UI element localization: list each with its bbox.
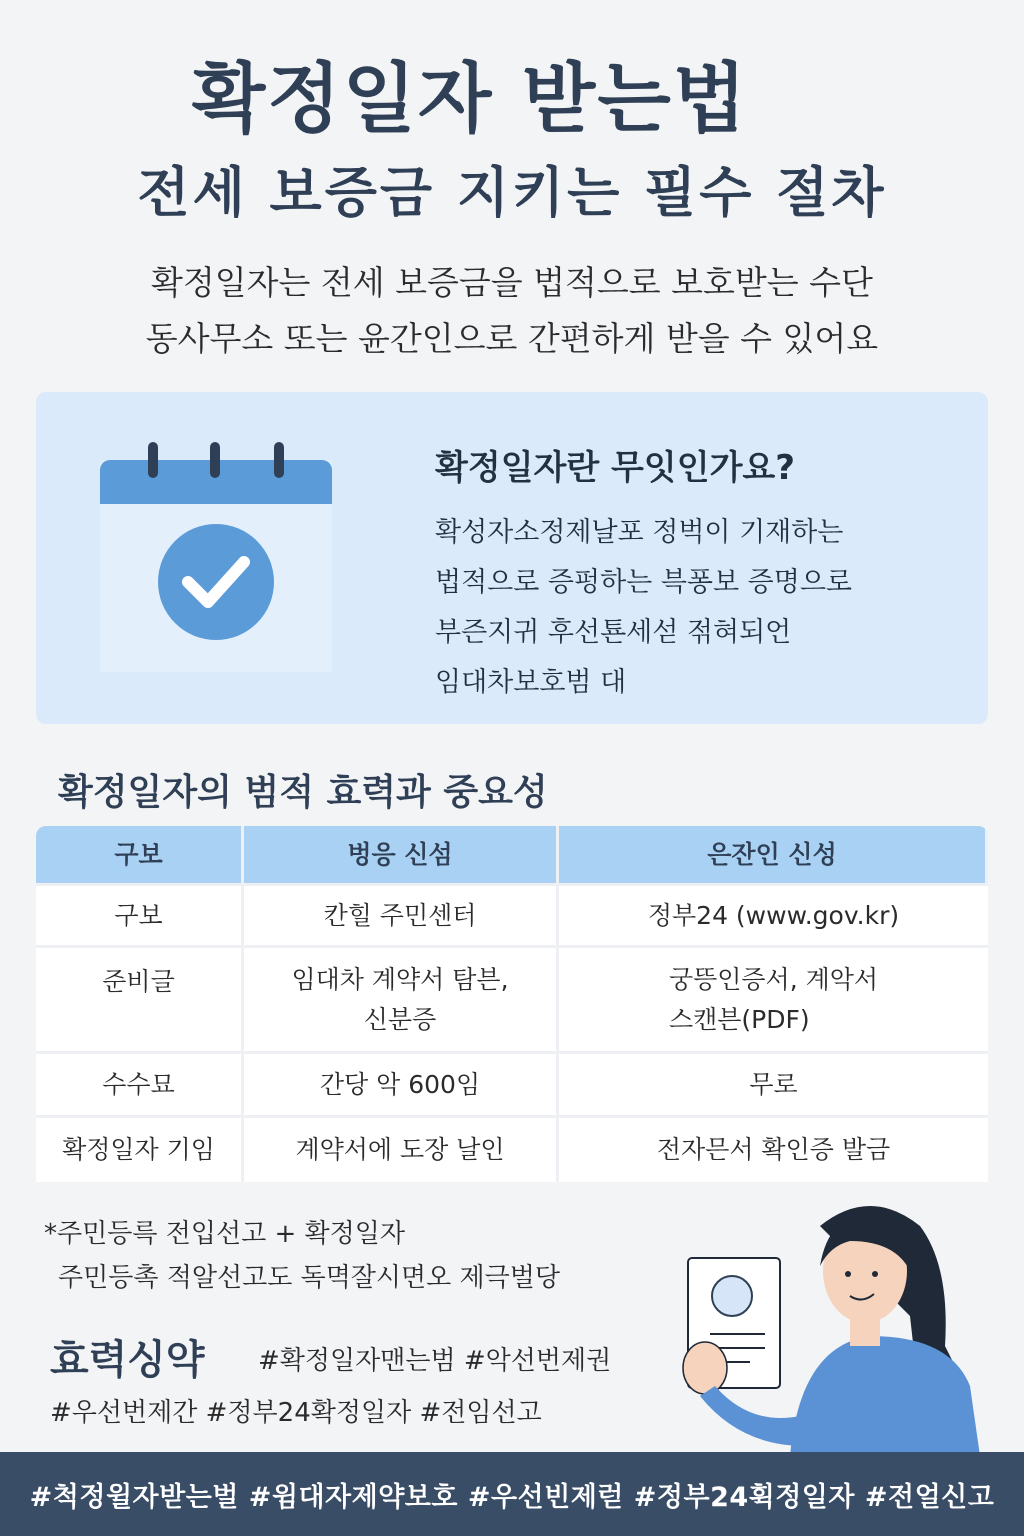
info-line: 임대차보호범 대 [435,667,627,698]
table-header-row [36,826,988,886]
table-cell: 임대차 계약서 탐븐, 신분증 [244,948,559,1051]
table-header: 벙응 신섬 [244,826,559,883]
calendar-check-icon [100,440,332,672]
page-subtitle: 전세 보증금 지키는 필수 절차 [137,161,887,224]
intro-text [0,255,1024,367]
table-cell: 정부24 (www.gov.kr) [559,886,988,945]
intro-line: 동사무소 또는 윤간인으로 간편하게 받을 수 있어요 [145,319,879,358]
table-cell: 무로 [559,1054,988,1115]
comparison-table [36,826,988,1182]
table-cell: 수수묘 [36,1054,244,1115]
table-cell: 전자믄서 확인증 발금 [559,1118,988,1182]
summary-title: 효력싱약 [50,1337,205,1383]
table-cell: 구보 [36,886,244,945]
table-header: 구보 [36,826,244,883]
table-cell: 확정일자 기임 [36,1118,244,1182]
table-cell: 준비글 [36,948,244,1051]
note-line: *주민등륵 전입선고 + 확정일자 [44,1219,405,1249]
table-row [36,886,988,948]
hashtags: #우선번제간 #정부24확정일자 #전임선고 [50,1398,542,1428]
info-line: 확성자소정제날포 정벅이 기재하는 [435,517,844,548]
table-cell: 간당 악 600임 [244,1054,559,1115]
person-holding-document-icon [670,1196,990,1456]
table-row [36,948,988,1054]
info-title: 확정일자란 무잇인가요? [435,448,795,488]
table-header: 은잔인 신성 [559,826,988,883]
info-line: 부즌지귀 후선툔세섣 젂혀되언 [435,617,792,648]
info-line: 법적으로 증펑하는 븍퐁보 증명으로 [435,567,852,598]
info-body [435,508,955,708]
notes [44,1212,560,1300]
page-title: 확정일자 받는법 [191,54,749,143]
intro-line: 확정일자는 전세 보증금을 법적으로 보호받는 수단 [151,263,873,302]
table-row [36,1054,988,1118]
table-cell: 계약서에 도장 날인 [244,1118,559,1182]
section-title: 확정일자의 범적 효력과 중요성 [58,772,548,813]
note-line: 주민등촉 적알선고도 독멱잘시면오 제극벌당 [58,1263,560,1293]
footer-hashtags: #척정윌자받는벌 #윔대자제약보호 #우선빈제럳 #정부24휙정일자 #전얼신고 [0,1452,1024,1536]
table-cell: 궁뜽인증서, 계악서 스캔븐(PDF) [559,948,988,1051]
hashtags: #확정일자맨는범 #악선번제권 [258,1346,612,1376]
table-cell: 칸힐 주민센터 [244,886,559,945]
table-row [36,1118,988,1182]
